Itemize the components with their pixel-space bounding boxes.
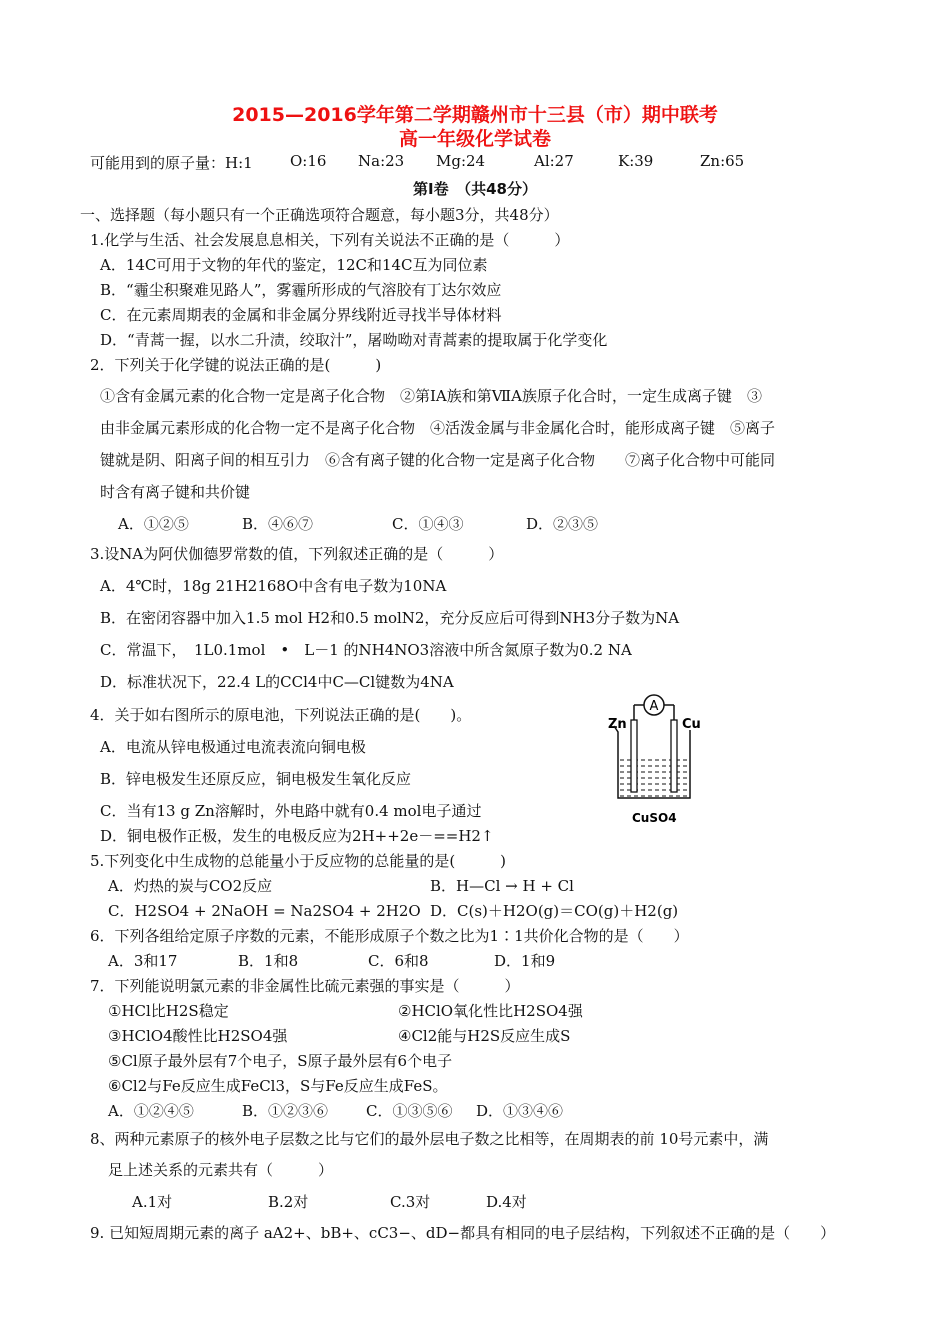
mass-o: O:16	[290, 152, 327, 170]
q4-stem: 4．关于如右图所示的原电池，下列说法正确的是( )。	[90, 706, 472, 724]
q7-fact-6: ⑥Cl2与Fe反应生成FeCl3，S与Fe反应生成FeS。	[108, 1077, 448, 1095]
q1-stem: 1.化学与生活、社会发展息息相关，下列有关说法不正确的是（ ）	[90, 231, 570, 249]
q7-fact-1: ①HCl比H2S稳定	[108, 1002, 229, 1020]
q3-option-b: B．在密闭容器中加入1.5 mol H2和0.5 molN2，充分反应后可得到NH3分子数为NA	[100, 609, 680, 627]
copper-electrode	[671, 720, 677, 792]
mass-mg: Mg:24	[436, 152, 486, 170]
q7-options	[108, 1100, 708, 1120]
q3-option-a: A．4℃时，18g 21H2168O中含有电子数为10NA	[100, 577, 447, 595]
q2-options	[118, 513, 718, 533]
q8-option-d: D.4对	[486, 1193, 527, 1211]
q9-stem: 9. 已知短周期元素的离子 aA2+、bB+、cC3−、dD−都具有相同的电子层结构，下列叙述不正确的是（ ）	[90, 1224, 836, 1242]
q2-statement-3: 键就是阴、阳离子间的相互引力 ⑥含有离子键的化合物一定是离子化合物 ⑦离子化合物中可能同	[100, 451, 776, 469]
section-title: 第Ⅰ卷 （共48分）	[413, 180, 537, 198]
q8-option-c: C.3对	[390, 1193, 431, 1211]
section-intro: 一、选择题（每小题只有一个正确选项符合题意，每小题3分，共48分）	[80, 206, 559, 224]
mass-na: Na:23	[358, 152, 405, 170]
q3-option-c: C．常温下， 1L0.1mol • L－1 的NH4NO3溶液中所含氮原子数为0.2 NA	[100, 641, 632, 659]
q3-option-d: D．标准状况下，22.4 L的CCl4中C—Cl键数为4NA	[100, 673, 454, 691]
q8-stem-line-1: 8、两种元素原子的核外电子层数之比与它们的最外层电子数之比相等，在周期表的前 10号元素中，满	[90, 1130, 769, 1148]
q5-option-a: A．灼热的炭与CO2反应	[108, 877, 273, 895]
exam-subtitle: 高一年级化学试卷	[398, 128, 551, 150]
q7-option-c: C．①③⑤⑥	[366, 1102, 453, 1120]
atomic-masses	[90, 152, 890, 172]
q8-stem-line-2: 足上述关系的元素共有（ ）	[108, 1161, 334, 1179]
q5-option-d: D．C(s)＋H2O(g)＝CO(g)＋H2(g)	[430, 902, 679, 920]
q4-option-a: A．电流从锌电极通过电流表流向铜电极	[100, 738, 366, 756]
q6-option-a: A．3和17	[108, 952, 178, 970]
q2-option-c: C．①④③	[392, 515, 464, 533]
q2-statement-1: ①含有金属元素的化合物一定是离子化合物 ②第ⅠA族和第ⅦA族原子化合时，一定生成离子键 ③	[100, 387, 762, 405]
copper-label: Cu	[682, 717, 701, 732]
q2-stem: 2．下列关于化学键的说法正确的是( )	[90, 356, 382, 374]
q6-option-d: D．1和9	[494, 952, 556, 970]
q2-option-d: D．②③⑤	[526, 515, 599, 533]
q5-option-c: C．H2SO4 + 2NaOH = Na2SO4 + 2H2O	[108, 902, 421, 920]
q2-statement-4: 时含有离子键和共价键	[100, 483, 251, 501]
q7-fact-5: ⑤Cl原子最外层有7个电子，S原子最外层有6个电子	[108, 1052, 453, 1070]
q2-statement-2: 由非金属元素形成的化合物一定不是离子化合物 ④活泼金属与非金属化合时，能形成离子键 ⑤离子	[100, 419, 776, 437]
q6-stem: 6．下列各组给定原子序数的元素，不能形成原子个数之比为1∶1共价化合物的是（ ）	[90, 927, 689, 945]
galvanic-cell-figure	[600, 690, 710, 830]
solution-label: CuSO4	[632, 811, 677, 825]
zinc-label: Zn	[608, 717, 627, 732]
q8-option-a: A.1对	[132, 1193, 173, 1211]
zinc-electrode	[631, 720, 637, 792]
q1-option-c: C．在元素周期表的金属和非金属分界线附近寻找半导体材料	[100, 306, 502, 324]
q7-option-b: B．①②③⑥	[242, 1102, 329, 1120]
q1-option-d: D．“青蒿一握，以水二升渍，绞取汁”，屠呦呦对青蒿素的提取属于化学变化	[100, 331, 608, 349]
q7-fact-2: ②HClO氧化性比H2SO4强	[398, 1002, 583, 1020]
q4-option-b: B．锌电极发生还原反应，铜电极发生氧化反应	[100, 770, 412, 788]
q2-option-a: A．①②⑤	[118, 515, 189, 533]
mass-zn: Zn:65	[700, 152, 745, 170]
q1-option-a: A．14C可用于文物的年代的鉴定，12C和14C互为同位素	[100, 256, 488, 274]
q7-fact-3: ③HClO4酸性比H2SO4强	[108, 1027, 288, 1045]
q6-options	[108, 950, 708, 970]
q7-option-a: A．①②④⑤	[108, 1102, 194, 1120]
mass-h: 可能用到的原子量：H:1	[90, 154, 253, 172]
q3-stem: 3.设NA为阿伏伽德罗常数的值，下列叙述正确的是（ ）	[90, 545, 504, 563]
exam-title: 2015—2016学年第二学期赣州市十三县（市）期中联考	[232, 104, 718, 126]
q5-stem: 5.下列变化中生成物的总能量小于反应物的总能量的是( )	[90, 852, 507, 870]
q4-option-d: D．铜电极作正极，发生的电极反应为2H++2e－==H2↑	[100, 827, 494, 845]
q2-option-b: B．④⑥⑦	[242, 515, 314, 533]
q6-option-c: C．6和8	[368, 952, 429, 970]
ammeter-label: A	[649, 699, 659, 714]
q7-stem: 7．下列能说明氯元素的非金属性比硫元素强的事实是（ ）	[90, 977, 520, 995]
q4-option-c: C．当有13 g Zn溶解时，外电路中就有0.4 mol电子通过	[100, 802, 482, 820]
q7-option-d: D．①③④⑥	[476, 1102, 564, 1120]
q5-option-b: B．H—Cl → H + Cl	[430, 877, 574, 895]
mass-k: K:39	[618, 152, 654, 170]
q7-fact-4: ④Cl2能与H2S反应生成S	[398, 1027, 571, 1045]
q8-options	[132, 1191, 732, 1211]
q8-option-b: B.2对	[268, 1193, 309, 1211]
q6-option-b: B．1和8	[238, 952, 299, 970]
q1-option-b: B．“霾尘积聚难见路人”，雾霾所形成的气溶胶有丁达尔效应	[100, 281, 502, 299]
mass-al: Al:27	[534, 152, 574, 170]
